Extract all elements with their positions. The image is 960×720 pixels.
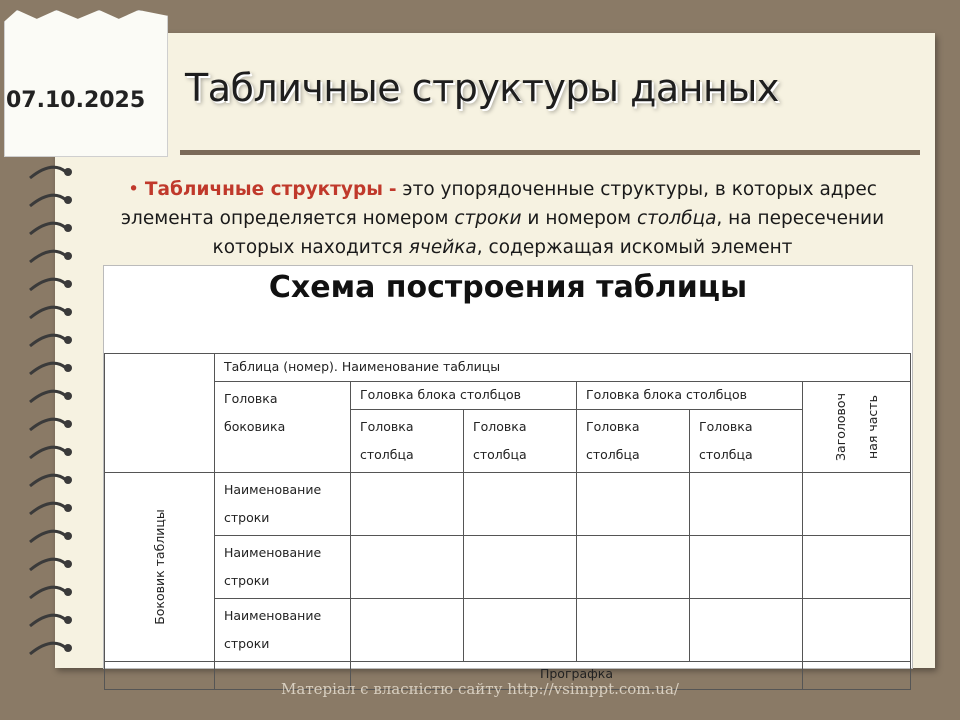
row-name-line1: Наименование bbox=[224, 482, 322, 497]
column-head-line1: Головка bbox=[586, 419, 640, 434]
column-head bbox=[464, 410, 577, 473]
body-cell bbox=[351, 536, 464, 599]
body-cell bbox=[803, 599, 911, 662]
column-head-line2: столбца bbox=[699, 447, 753, 462]
bullet-dot-icon: • bbox=[128, 179, 140, 200]
table-caption: Таблица (номер). Наименование таблицы bbox=[215, 354, 911, 382]
definition-term: Табличные структуры bbox=[144, 179, 383, 200]
body-cell bbox=[464, 536, 577, 599]
block-head-2: Головка блока столбцов bbox=[577, 382, 803, 410]
header-part-line2: ная часть bbox=[864, 395, 880, 459]
definition-dash: - bbox=[388, 179, 397, 200]
column-head-line2: столбца bbox=[473, 447, 527, 462]
column-head-line2: столбца bbox=[360, 447, 414, 462]
body-cell bbox=[351, 473, 464, 536]
definition-bullet bbox=[80, 175, 925, 262]
body-cell bbox=[803, 473, 911, 536]
row-name bbox=[215, 536, 351, 599]
body-cell bbox=[351, 599, 464, 662]
row-name-line2: строки bbox=[224, 636, 270, 651]
scheme-table bbox=[104, 353, 911, 690]
stub-label: Боковик таблицы bbox=[151, 509, 167, 625]
date-card bbox=[4, 10, 168, 157]
body-cell bbox=[577, 599, 690, 662]
body-cell bbox=[577, 536, 690, 599]
stub-head-line2: боковика bbox=[224, 419, 286, 434]
definition-text-2: и номером bbox=[521, 208, 637, 229]
stub-head bbox=[215, 382, 351, 473]
column-head-line1: Головка bbox=[473, 419, 527, 434]
stub-label-cell bbox=[105, 473, 215, 662]
column-head bbox=[577, 410, 690, 473]
row-name-line2: строки bbox=[224, 510, 270, 525]
body-cell bbox=[690, 599, 803, 662]
definition-text-4: , содержащая искомый элемент bbox=[476, 237, 793, 258]
spiral-binding-icon bbox=[22, 150, 82, 670]
column-head bbox=[351, 410, 464, 473]
table-scheme-figure bbox=[103, 265, 913, 681]
title-divider bbox=[180, 150, 920, 155]
copyright-footer: Матеріал є власністю сайту http://vsimppt.com.ua/ bbox=[281, 680, 679, 698]
body-cell bbox=[690, 536, 803, 599]
header-part-label bbox=[825, 393, 889, 461]
block-head-1: Головка блока столбцов bbox=[351, 382, 577, 410]
column-head bbox=[690, 410, 803, 473]
scheme-title: Схема построения таблицы bbox=[268, 270, 748, 305]
corner-cell bbox=[105, 354, 215, 473]
definition-text-3: , на пересечении которых находится bbox=[212, 208, 885, 258]
definition-italic-row: строки bbox=[454, 208, 522, 229]
header-part-cell bbox=[803, 382, 911, 473]
definition-text-1: это упорядоченные структуры, в которых адрес элемента определяется номером bbox=[120, 179, 877, 229]
body-cell bbox=[577, 473, 690, 536]
slide-title: Табличные структуры данных bbox=[185, 66, 779, 110]
row-name bbox=[215, 473, 351, 536]
definition-italic-cell: ячейка bbox=[408, 237, 477, 258]
row-name-line2: строки bbox=[224, 573, 270, 588]
definition-italic-column: столбца bbox=[636, 208, 717, 229]
column-head-line1: Головка bbox=[360, 419, 414, 434]
slide-date: 07.10.2025 bbox=[6, 88, 146, 113]
row-name-line1: Наименование bbox=[224, 608, 322, 623]
body-cell bbox=[803, 536, 911, 599]
body-cell bbox=[464, 599, 577, 662]
column-head-line1: Головка bbox=[699, 419, 753, 434]
column-head-line2: столбца bbox=[586, 447, 640, 462]
body-label: Прографка bbox=[351, 662, 803, 690]
body-cell bbox=[464, 473, 577, 536]
body-cell bbox=[690, 473, 803, 536]
row-name-line1: Наименование bbox=[224, 545, 322, 560]
stub-head-line1: Головка bbox=[224, 391, 278, 406]
header-part-line1: Заголовоч bbox=[832, 393, 848, 461]
row-name bbox=[215, 599, 351, 662]
